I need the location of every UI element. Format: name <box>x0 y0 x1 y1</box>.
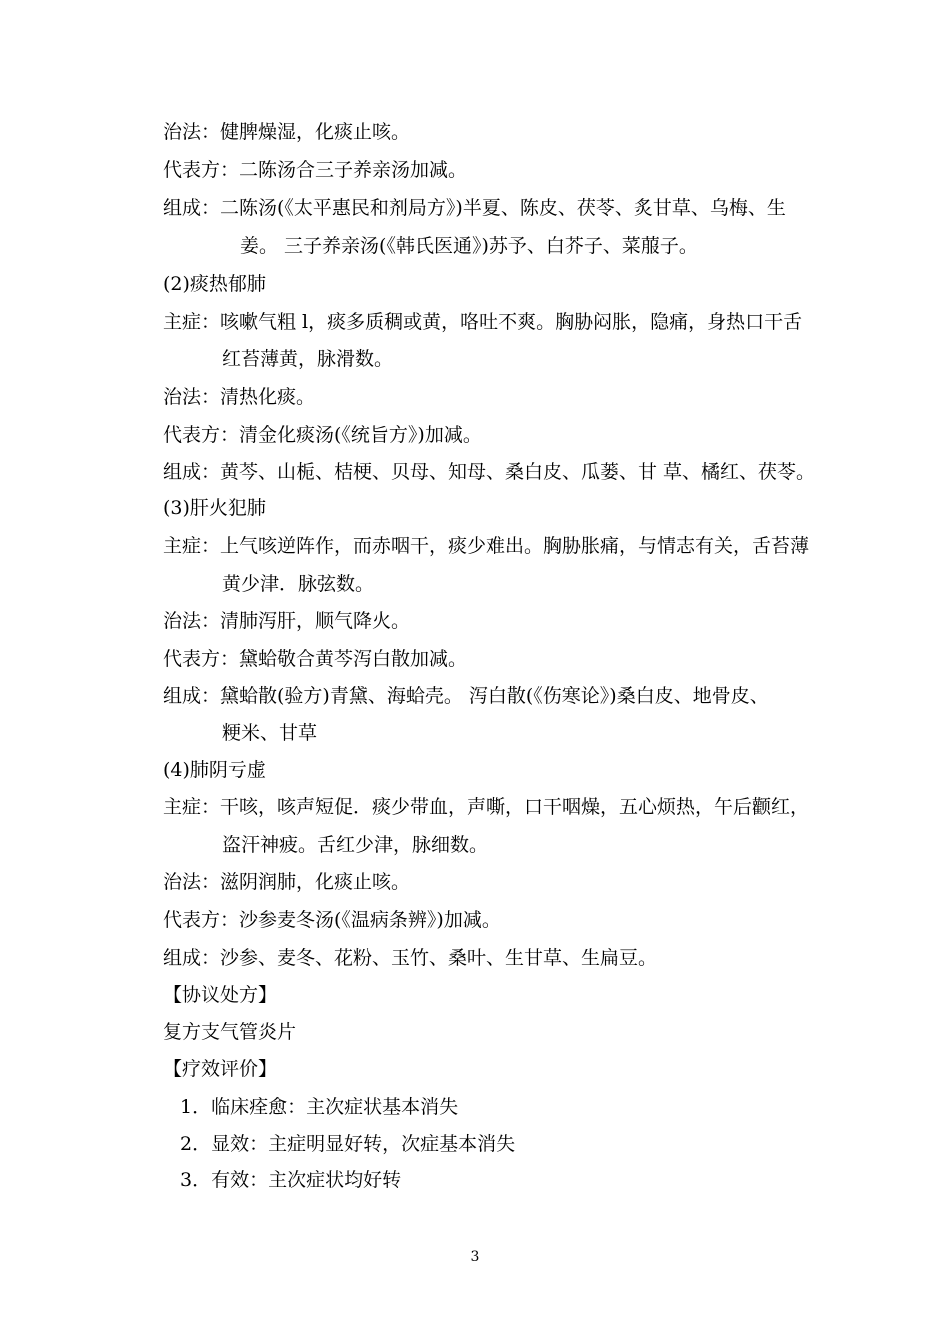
composition-line: 组成：黄芩、山栀、桔梗、贝母、知母、桑白皮、瓜蒌、甘 草、橘红、茯苓。 <box>163 461 816 483</box>
agreed-prescription-heading: 【协议处方】 <box>163 984 278 1006</box>
treatment-method-line: 治法：清热化痰。 <box>163 386 316 408</box>
composition-continuation: 姜。 三子养亲汤(《韩氏医通》)苏予、白芥子、菜菔子。 <box>240 235 698 257</box>
section-heading-2: (2)痰热郁肺 <box>163 273 266 295</box>
section-heading-4: (4)肺阴亏虚 <box>163 759 266 781</box>
treatment-method-line: 治法：滋阴润肺，化痰止咳。 <box>163 871 411 893</box>
main-symptom-continuation: 红苔薄黄，脉滑数。 <box>222 348 394 370</box>
main-symptom-line: 主症：干咳，咳声短促．痰少带血，声嘶，口干咽燥，五心烦热，午后颧红， <box>163 796 810 818</box>
composition-continuation: 粳米、甘草 <box>222 722 318 744</box>
treatment-method-line: 治法：清肺泻肝，顺气降火。 <box>163 610 411 632</box>
efficacy-evaluation-heading: 【疗效评价】 <box>163 1058 278 1080</box>
main-symptom-continuation: 盗汗神疲。舌红少津，脉细数。 <box>222 834 489 856</box>
prescription-name: 复方支气管炎片 <box>163 1021 297 1043</box>
representative-formula-line: 代表方：二陈汤合三子养亲汤加减。 <box>163 159 468 181</box>
treatment-method-line: 治法：健脾燥湿，化痰止咳。 <box>163 121 411 143</box>
section-heading-3: (3)肝火犯肺 <box>163 497 266 519</box>
evaluation-item-3: 3．有效：主次症状均好转 <box>180 1169 402 1191</box>
page-number: 3 <box>470 1249 480 1265</box>
main-symptom-continuation: 黄少津．脉弦数。 <box>222 573 375 595</box>
representative-formula-line: 代表方：清金化痰汤(《统旨方》)加减。 <box>163 424 482 446</box>
composition-line: 组成：沙参、麦冬、花粉、玉竹、桑叶、生甘草、生扁豆。 <box>163 947 658 969</box>
main-symptom-line: 主症：上气咳逆阵作，而赤咽干，痰少难出。胸胁胀痛，与情志有关，舌苔薄 <box>163 535 810 557</box>
main-symptom-line: 主症：咳嗽气粗 l，痰多质稠或黄，咯吐不爽。胸胁闷胀，隐痛，身热口干舌 <box>163 311 803 333</box>
representative-formula-line: 代表方：沙参麦冬汤(《温病条辨》)加减。 <box>163 909 501 931</box>
evaluation-item-2: 2．显效：主症明显好转，次症基本消失 <box>180 1133 516 1155</box>
composition-line: 组成：二陈汤(《太平惠民和剂局方》)半夏、陈皮、茯苓、炙甘草、乌梅、生 <box>163 197 786 219</box>
composition-line: 组成：黛蛤散(验方)青黛、海蛤壳。 泻白散(《伤寒论》)桑白皮、地骨皮、 <box>163 685 769 707</box>
representative-formula-line: 代表方：黛蛤敬合黄芩泻白散加减。 <box>163 648 468 670</box>
evaluation-item-1: 1．临床痊愈：主次症状基本消失 <box>180 1096 459 1118</box>
